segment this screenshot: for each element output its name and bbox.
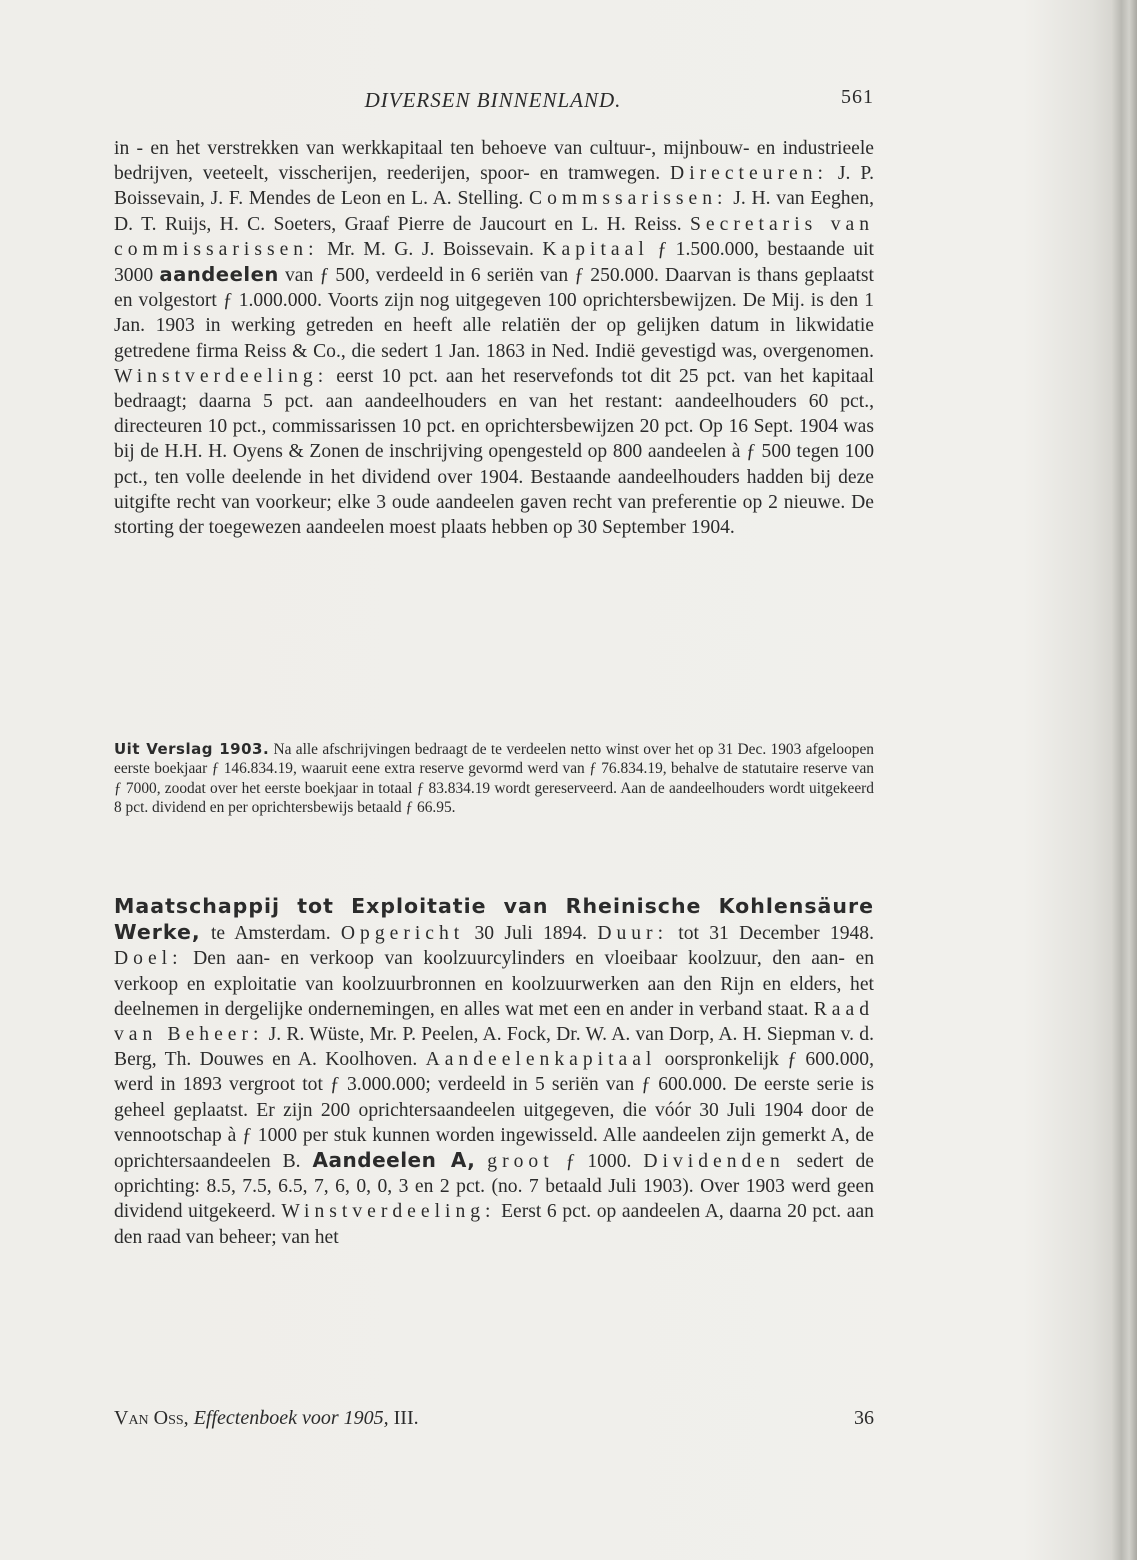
page-footer: [114, 1407, 874, 1439]
body-text: tot 31 December 1948.: [668, 923, 874, 945]
body-text: van ƒ 500, verdeeld in 6 seriën van ƒ 250.000. Daarvan is thans geplaatst en volgestort ƒ 1.000.000. Voorts zijn nog uitgegeven 100 oprichtersbewijzen. De Mij. is den 1 Jan. 1903 in werking getreden en heeft alle relatiën der op gelijken datum in likwidatie getredene firma Reiss & Co., die sedert 1 Jan. 1863 in Ned. Indië gevestigd was, overgenomen.: [114, 265, 874, 362]
bold-heading-text: Aandeelen A,: [312, 1148, 476, 1173]
spaced-label-text: Duur:: [597, 923, 669, 945]
bold-heading-text: aandeelen: [159, 263, 279, 287]
body-text: oorspronkelijk ƒ 600.000, werd in 1893 vergroot tot ƒ 3.000.000; verdeeld in 5 seriën van ƒ 600.000. De eerste serie is geheel geplaatst. Er zijn 200 oprichtersaandeelen uitgegeven, die vóór 30 Juli 1904 door de vennootschap à ƒ 1000 per stuk kunnen worden ingewisseld. Alle aandeelen zijn gemerkt A, de oprichtersaandeelen B.: [114, 1049, 874, 1173]
body-text: J. H. van Eeghen, D. T. Ruijs, H. C. Soeters, Graaf Pierre de Jaucourt en L. H. Reiss.: [114, 188, 874, 235]
body-text: ƒ 1.500.000, bestaande uit 3000: [114, 238, 874, 287]
body-text: 30 Juli 1894.: [464, 923, 598, 945]
spaced-label-text: Raad van Beheer:: [114, 998, 874, 1046]
body-text: Na alle afschrijvingen bedraagt de te verdeelen netto winst over het op 31 Dec. 1903 afgeloopen eerste boekjaar ƒ 146.834.19, waaruit eene extra reserve gevormd werd van ƒ 76.834.19, behalve de statutaire reserve van ƒ 7000, zoodat over het eerste boekjaar in totaal ƒ 83.834.19 wordt gereserveerd. Aan de aandeelhouders wordt uitgekeerd 8 pct. dividend en per oprichtersbewijs betaald ƒ 66.95.: [114, 741, 874, 816]
spaced-label-text: Commssarissen:: [529, 188, 728, 210]
bold-heading-text: Uit Verslag 1903.: [114, 740, 270, 758]
body-text: in - en het verstrekken van werkkapitaal ten behoeve van cultuur-, mijnbouw- en industrieele bedrijven, veeteelt, visscherijen, reederijen, spoor- en tramwegen.: [114, 138, 874, 185]
page-number: 561: [841, 86, 874, 108]
paragraph-body: [114, 136, 874, 540]
spaced-label-text: Kapitaal: [542, 238, 649, 260]
spaced-label-text: Secretaris van commissarissen:: [114, 213, 874, 260]
spaced-label-text: Directeuren:: [670, 163, 828, 185]
body-text: Mr. M. G. J. Boissevain.: [318, 238, 543, 260]
body-text: J. R. Wüste, Mr. P. Peelen, A. Fock, Dr. W. A. van Dorp, A. H. Siepman v. d. Berg, Th. Douwes en A. Koolhoven.: [114, 1024, 875, 1071]
body-text: J. P. Boissevain, J. F. Mendes de Leon en L. A. Stelling.: [114, 163, 874, 210]
footer-signature-mark: 36: [854, 1407, 874, 1429]
body-text: te Amsterdam.: [200, 923, 341, 945]
footer-title: Effectenboek voor 1905,: [193, 1407, 389, 1429]
spaced-label-text: groot: [487, 1151, 554, 1173]
spaced-label-text: Winstverdeeling:: [281, 1201, 496, 1223]
body-text: ƒ 1000.: [553, 1151, 644, 1173]
spaced-label-text: Opgericht: [340, 923, 465, 945]
spaced-label-text: Aandeelenkapitaal: [425, 1049, 657, 1071]
footer-citation: [114, 1407, 419, 1430]
book-spine-edge: [1111, 0, 1137, 1560]
running-head: DIVERSEN BINNENLAND.: [364, 88, 622, 112]
body-text: Den aan- en verkoop van koolzuurcylinders en vloeibaar koolzuur, den aan- en verkoop en exploitatie van koolzuurbronnen en koolzuurwerken aan den Rijn en elders, het deelnemen in dergelijke ondernemingen, en alles wat met een en ander in verband staat.: [114, 948, 874, 1020]
spaced-label-text: Dividenden: [643, 1151, 785, 1173]
footer-volume: III.: [393, 1407, 419, 1429]
spaced-label-text: Winstverdeeling:: [114, 365, 329, 387]
paragraph-body: [114, 894, 874, 1250]
footer-author: Van Oss,: [114, 1407, 189, 1429]
body-text: Eerst 6 pct. op aandeelen A, daarna 20 pct. aan den raad van beheer; van het: [114, 1201, 874, 1248]
annual-report-note: [114, 740, 874, 817]
company-entry-rheinische-kohlensaure: [114, 894, 874, 1250]
page-header: [112, 80, 874, 116]
spaced-label-text: Doel:: [114, 948, 183, 970]
body-text: [475, 1151, 487, 1172]
paragraph-body: [114, 740, 874, 817]
body-text: sedert de oprichting: 8.5, 7.5, 6.5, 7, 6, 0, 0, 3 en 2 pct. (no. 7 betaald Juli 1903). Over 1903 werd geen dividend uitgekeerd.: [114, 1151, 874, 1223]
bold-heading-text: Maatschappij tot Exploitatie van Rheinische Kohlensäure Werke,: [114, 894, 874, 945]
entry-continuation-paragraph: [114, 136, 874, 540]
body-text: eerst 10 pct. aan het reservefonds tot dit 25 pct. van het kapitaal bedraagt; daarna 5 pct. aan aandeelhouders en van het restant: aandeelhouders 60 pct., directeuren 10 pct., commissarissen 10 pct. en oprichtersbewijzen 20 pct. Op 16 Sept. 1904 was bij de H.H. H. Oyens & Zonen de inschrijving opengesteld op 800 aandeelen à ƒ 500 tegen 100 pct., ten volle deelende in het dividend over 1904. Bestaande aandeelhouders hadden bij deze uitgifte recht van voorkeur; elke 3 oude aandeelen gaven recht van preferentie op 2 nieuwe. De storting der toegewezen aandeelen moest plaats hebben op 30 September 1904.: [114, 365, 874, 539]
